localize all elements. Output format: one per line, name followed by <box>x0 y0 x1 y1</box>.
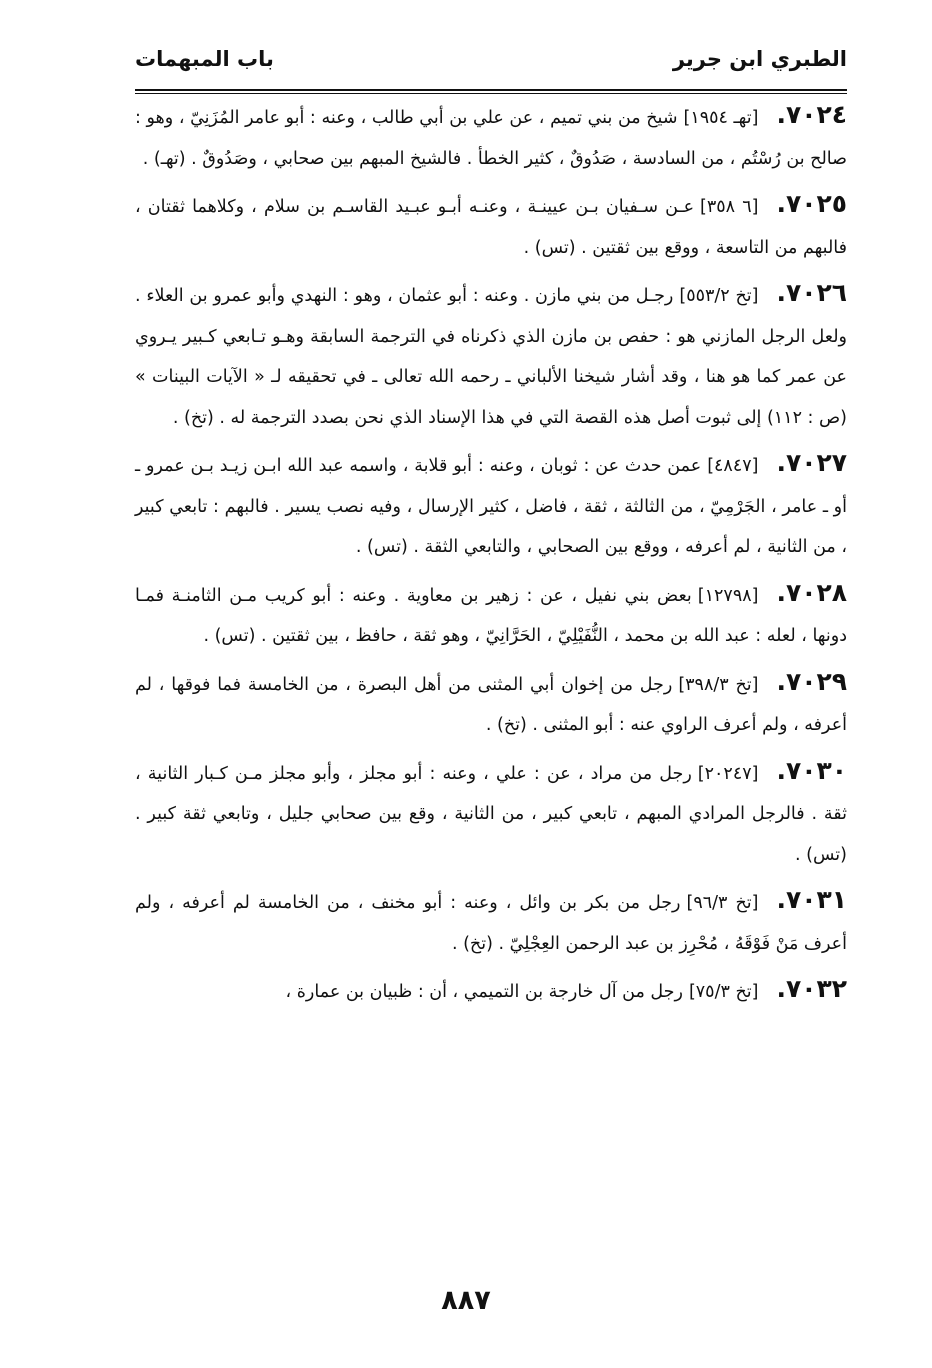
entry-reference: [تخ ٩٦/٣] <box>686 893 759 913</box>
entry-text: عـن سـفيان بـن عيينـة ، وعنـه أبـو عبـيد القاسـم بن سلام ، وكلاهما ثقتان ، فالبهم من التاسعة ، ووقع بين ثقتين . (تس) . <box>135 197 847 258</box>
header-rule-thin <box>135 93 847 94</box>
entry-number: ٧٠٢٥. <box>776 189 847 218</box>
entry-number: ٧٠٣١. <box>776 885 847 914</box>
entry-7027 <box>135 443 847 568</box>
entry-reference: [٤٨٤٧] <box>707 456 759 476</box>
entry-7028 <box>135 573 847 657</box>
entry-7032 <box>135 969 847 1013</box>
page-number: ٨٨٧ <box>441 1285 491 1316</box>
header-left-title: باب المبهمات <box>135 47 274 71</box>
entry-7030 <box>135 751 847 876</box>
entry-reference: [تخ ٧٥/٣] <box>688 982 759 1002</box>
entry-reference: [٦ ٣٥٨] <box>700 197 759 217</box>
entry-number: ٧٠٢٩. <box>776 666 847 696</box>
entry-7025 <box>135 184 847 268</box>
entry-number: ٧٠٢٦. <box>776 278 847 307</box>
entry-7024 <box>135 95 847 179</box>
entry-7029 <box>135 662 847 746</box>
entries-list <box>135 95 847 1018</box>
entry-text: رجل من مراد ، عن : علي ، وعنه : أبو مجلز ، وأبو مجلز مـن كـبار الثانية ، ثقة . فالرجل المرادي المبهم ، تابعي كبير ، من الثانية ، وقع بين صحابي جليل ، وتابعي ثقة كبير . (تس) . <box>135 763 847 865</box>
entry-text: رجل من آل خارجة بن التميمي ، أن : ظبيان بن عمارة ، <box>285 982 683 1002</box>
entry-text: رجل من إخوان أبي المثنى من أهل البصرة ، من الخامسة فما فوقها ، لم أعرفه ، ولم أعرف الراوي عنه : أبو المثنى . (تخ) . <box>135 674 847 735</box>
entry-text: عمن حدث عن : ثوبان ، وعنه : أبو قلابة ، واسمه عبد الله ابـن زيـد بـن عمرو ـ أو ـ عامر ، الجَرْمِيّ ، من الثالثة ، ثقة ، فاضل ، كثير الإرسال ، وفيه نصب يسير . فالبهم : تابعي كبير ، من الثانية ، لم أعرفه ، ووقع بين الصحابي ، والتابعي الثقة . (تس) . <box>135 456 847 557</box>
entry-reference: [٢٠٢٤٧] <box>697 763 759 784</box>
entry-text: رجل من بكر بن وائل ، وعنه : أبو مخنف ، من الخامسة لم أعرفه ، ولم أعرف مَنْ فَوْقَهُ ، مُحْرِز بن عبد الرحمن العِجْلِيّ . (تخ) . <box>135 893 847 954</box>
entry-number: ٧٠٣٠. <box>776 755 847 785</box>
header-right-title: الطبري ابن جرير <box>672 47 847 71</box>
entry-number: ٧٠٢٤. <box>776 100 847 129</box>
entry-reference: [تخ ٥٥٣/٢] <box>679 286 759 306</box>
entry-reference: [تخ ٣٩٨/٣] <box>678 674 759 695</box>
entry-reference: [تهـ ١٩٥٤] <box>683 108 759 128</box>
entry-7026 <box>135 273 847 438</box>
entry-text: بعض بني نفيل ، عن : زهير بن معاوية . وعنه : أبو كريب مـن الثامنـة فمـا دونها ، لعله : عبد الله بن محمد ، النُّفَيْلِيّ ، الحَرَّانِيّ ، وهو ثقة ، حافظ ، بين ثقتين . (تس) . <box>135 585 847 646</box>
entry-text: رجـل من بني مازن . وعنه : أبو عثمان ، وهو : النهدي وأبو عمرو بن العلاء . ولعل الرجل المازني هو : حفص بن مازن الذي ذكرناه في الترجمة السابقة وهـو تـابعي كـبير يـروي عن عمر كما هو هنا ، وقد أشار شيخنا الألباني ـ رحمه الله تعالى ـ في تحقيقه لـ « الآيات البينات » (ص : ١١٢) إلى ثبوت أصل هذه القصة التي في هذا الإسناد الذي نحن بصدد الترجمة له . (تخ) . <box>135 286 847 428</box>
running-header <box>135 38 847 80</box>
entry-7031 <box>135 880 847 964</box>
entry-number: ٧٠٢٨. <box>776 577 847 607</box>
entry-reference: [١٢٧٩٨] <box>697 585 759 606</box>
entry-text: شيخ من بني تميم ، عن علي بن أبي طالب ، وعنه : أبو عامر المُزَنِيّ ، وهو : صالح بن رُسْتُم ، من السادسة ، صَدُوقٌ ، كثير الخطأ . فالشيخ المبهم بين صحابي ، وصَدُوقٌ . (تهـ) . <box>135 108 847 169</box>
header-rule <box>135 89 847 91</box>
entry-number: ٧٠٢٧. <box>776 448 847 477</box>
entry-number: ٧٠٣٢. <box>776 974 847 1003</box>
